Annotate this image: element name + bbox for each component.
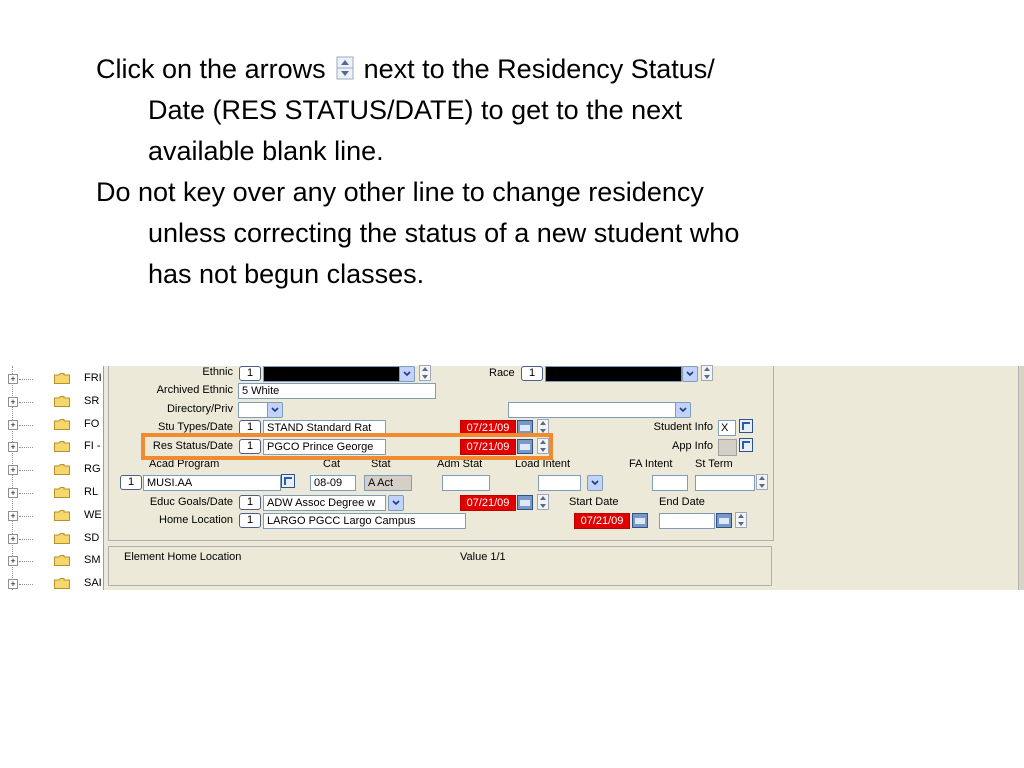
value-label: Value 1/1 xyxy=(460,551,506,563)
tree-item-label[interactable]: RG xyxy=(84,463,101,475)
tree-connector xyxy=(19,493,33,494)
student-info-label: Student Info xyxy=(653,421,713,433)
end-date-field[interactable] xyxy=(659,513,715,529)
tree-expand-icon[interactable]: + xyxy=(8,534,18,544)
res-status-highlight xyxy=(141,433,553,460)
blank-select-dropdown[interactable] xyxy=(675,402,691,418)
student-info-field[interactable]: X xyxy=(718,420,736,436)
tree-connector xyxy=(19,516,33,517)
ethnic-index[interactable]: 1 xyxy=(239,366,261,381)
tree-connector xyxy=(19,584,33,585)
instruction-paragraph-1 xyxy=(96,49,715,172)
educ-goals-spinner-icon[interactable] xyxy=(537,494,549,510)
archived-ethnic-label: Archived Ethnic xyxy=(156,384,233,396)
race-dropdown[interactable] xyxy=(682,366,698,382)
chevron-down-icon xyxy=(679,407,687,413)
instruction-paragraph-2 xyxy=(96,172,739,295)
end-date-label: End Date xyxy=(659,496,705,508)
tree-expand-icon[interactable]: + xyxy=(8,579,18,589)
folder-tree xyxy=(0,366,104,590)
cat-label: Cat xyxy=(323,458,341,470)
adm-stat-label: Adm Stat xyxy=(437,458,483,470)
chevron-down-icon xyxy=(271,407,279,413)
screenshot-panel xyxy=(0,366,1024,590)
tree-item-label[interactable]: FO xyxy=(84,418,100,430)
ethnic-field[interactable] xyxy=(263,366,400,382)
tree-expand-icon[interactable]: + xyxy=(8,442,18,452)
detail-link-icon[interactable] xyxy=(281,474,295,488)
st-term-field[interactable] xyxy=(695,475,755,491)
res-status-field[interactable]: PGCO Prince George xyxy=(263,439,386,455)
end-date-spinner-icon[interactable] xyxy=(735,512,747,528)
directory-priv-label: Directory/Priv xyxy=(166,403,233,415)
folder-icon xyxy=(54,533,70,544)
folder-icon xyxy=(54,555,70,566)
load-intent-label: Load Intent xyxy=(515,458,571,470)
tree-connector xyxy=(19,561,33,562)
tree-item-label[interactable]: SR xyxy=(84,395,100,407)
element-info-panel xyxy=(108,546,772,586)
spinner-arrows-icon xyxy=(336,56,354,80)
educ-goals-field[interactable]: ADW Assoc Degree w xyxy=(263,495,386,511)
educ-goals-label: Educ Goals/Date xyxy=(149,496,233,508)
instruction-line: has not begun classes. xyxy=(148,259,425,289)
tree-connector xyxy=(19,447,33,448)
home-location-field[interactable]: LARGO PGCC Largo Campus xyxy=(263,513,466,529)
folder-icon xyxy=(54,373,70,384)
chevron-down-icon xyxy=(403,371,411,377)
app-info-field[interactable] xyxy=(718,439,737,456)
race-field[interactable] xyxy=(545,366,682,382)
detail-link-icon[interactable] xyxy=(739,438,753,452)
tree-expand-icon[interactable]: + xyxy=(8,420,18,430)
stu-types-date[interactable]: 07/21/09 xyxy=(460,420,516,436)
res-status-index[interactable]: 1 xyxy=(239,439,261,454)
calendar-icon[interactable] xyxy=(716,513,732,528)
tree-expand-icon[interactable]: + xyxy=(8,374,18,384)
folder-icon xyxy=(54,510,70,521)
directory-priv-field[interactable] xyxy=(238,402,269,418)
folder-icon xyxy=(54,578,70,589)
home-location-index[interactable]: 1 xyxy=(239,513,261,528)
tree-item-label[interactable]: SAI xyxy=(84,577,102,589)
tree-item-label[interactable]: RL xyxy=(84,486,99,498)
ethnic-label: Ethnic xyxy=(202,366,233,378)
instruction-line: Do not key over any other line to change residency xyxy=(96,177,704,207)
calendar-icon[interactable] xyxy=(517,495,533,510)
race-index[interactable]: 1 xyxy=(521,366,543,381)
instruction-line: Click on the arrows next to the Residency Status/ xyxy=(96,54,715,84)
start-date-field[interactable]: 07/21/09 xyxy=(574,513,630,529)
tree-expand-icon[interactable]: + xyxy=(8,465,18,475)
stu-types-field[interactable]: STAND Standard Rat xyxy=(263,420,386,436)
stat-field[interactable]: A Act xyxy=(364,475,412,491)
tree-expand-icon[interactable]: + xyxy=(8,488,18,498)
folder-icon xyxy=(54,396,70,407)
tree-item-label[interactable]: FRI xyxy=(84,372,102,384)
tree-item-label[interactable]: WE xyxy=(84,509,102,521)
element-label: Element Home Location xyxy=(124,551,242,563)
tree-connector xyxy=(19,470,33,471)
instruction-line: available blank line. xyxy=(148,136,384,166)
home-location-label: Home Location xyxy=(159,514,233,526)
folder-icon xyxy=(54,419,70,430)
tree-connector xyxy=(19,425,33,426)
tree-expand-icon[interactable]: + xyxy=(8,397,18,407)
educ-goals-date[interactable]: 07/21/09 xyxy=(460,495,516,511)
start-date-label: Start Date xyxy=(569,496,619,508)
folder-icon xyxy=(54,464,70,475)
app-info-label: App Info xyxy=(672,440,713,452)
tree-connector xyxy=(19,402,33,403)
res-status-label: Res Status/Date xyxy=(152,440,233,452)
acad-program-label: Acad Program xyxy=(149,458,220,470)
calendar-icon[interactable] xyxy=(632,513,648,528)
chevron-down-icon xyxy=(686,371,694,377)
tree-item-label[interactable]: FI - xyxy=(84,440,101,452)
stu-types-index[interactable]: 1 xyxy=(239,420,261,435)
directory-priv-dropdown[interactable] xyxy=(267,402,283,418)
chevron-down-icon xyxy=(392,500,400,506)
res-status-date[interactable]: 07/21/09 xyxy=(460,439,516,455)
fa-intent-label: FA Intent xyxy=(629,458,673,470)
st-term-spinner-icon[interactable] xyxy=(756,474,768,490)
ethnic-spinner-icon[interactable] xyxy=(419,365,431,381)
tree-expand-icon[interactable]: + xyxy=(8,556,18,566)
tree-item-label[interactable]: SM xyxy=(84,554,101,566)
cat-field[interactable]: 08-09 xyxy=(310,475,356,491)
instruction-line: Date (RES STATUS/DATE) to get to the next xyxy=(148,95,683,125)
ethnic-dropdown[interactable] xyxy=(399,366,415,382)
folder-icon xyxy=(54,487,70,498)
instruction-line: unless correcting the status of a new student who xyxy=(148,218,740,248)
st-term-label: St Term xyxy=(695,458,733,470)
blank-select-field[interactable] xyxy=(508,402,677,418)
race-spinner-icon[interactable] xyxy=(701,365,713,381)
educ-goals-index[interactable]: 1 xyxy=(239,495,261,510)
window-edge xyxy=(1018,366,1024,590)
tree-connector xyxy=(19,379,33,380)
load-intent-field[interactable] xyxy=(538,475,581,491)
tree-item-label[interactable]: SD xyxy=(84,532,100,544)
load-intent-dropdown[interactable] xyxy=(587,475,603,491)
acad-program-index[interactable]: 1 xyxy=(120,475,142,490)
tree-expand-icon[interactable]: + xyxy=(8,511,18,521)
stu-types-label: Stu Types/Date xyxy=(157,421,233,433)
detail-link-icon[interactable] xyxy=(739,419,753,433)
educ-goals-dropdown[interactable] xyxy=(388,495,404,511)
fa-intent-field[interactable] xyxy=(652,475,688,491)
race-label: Race xyxy=(489,367,515,379)
chevron-down-icon xyxy=(591,480,599,486)
acad-program-field[interactable]: MUSI.AA xyxy=(143,475,281,491)
tree-connector xyxy=(19,539,33,540)
folder-icon xyxy=(54,441,70,452)
adm-stat-field[interactable] xyxy=(442,475,490,491)
stat-label: Stat xyxy=(371,458,391,470)
archived-ethnic-field[interactable]: 5 White xyxy=(238,383,436,399)
